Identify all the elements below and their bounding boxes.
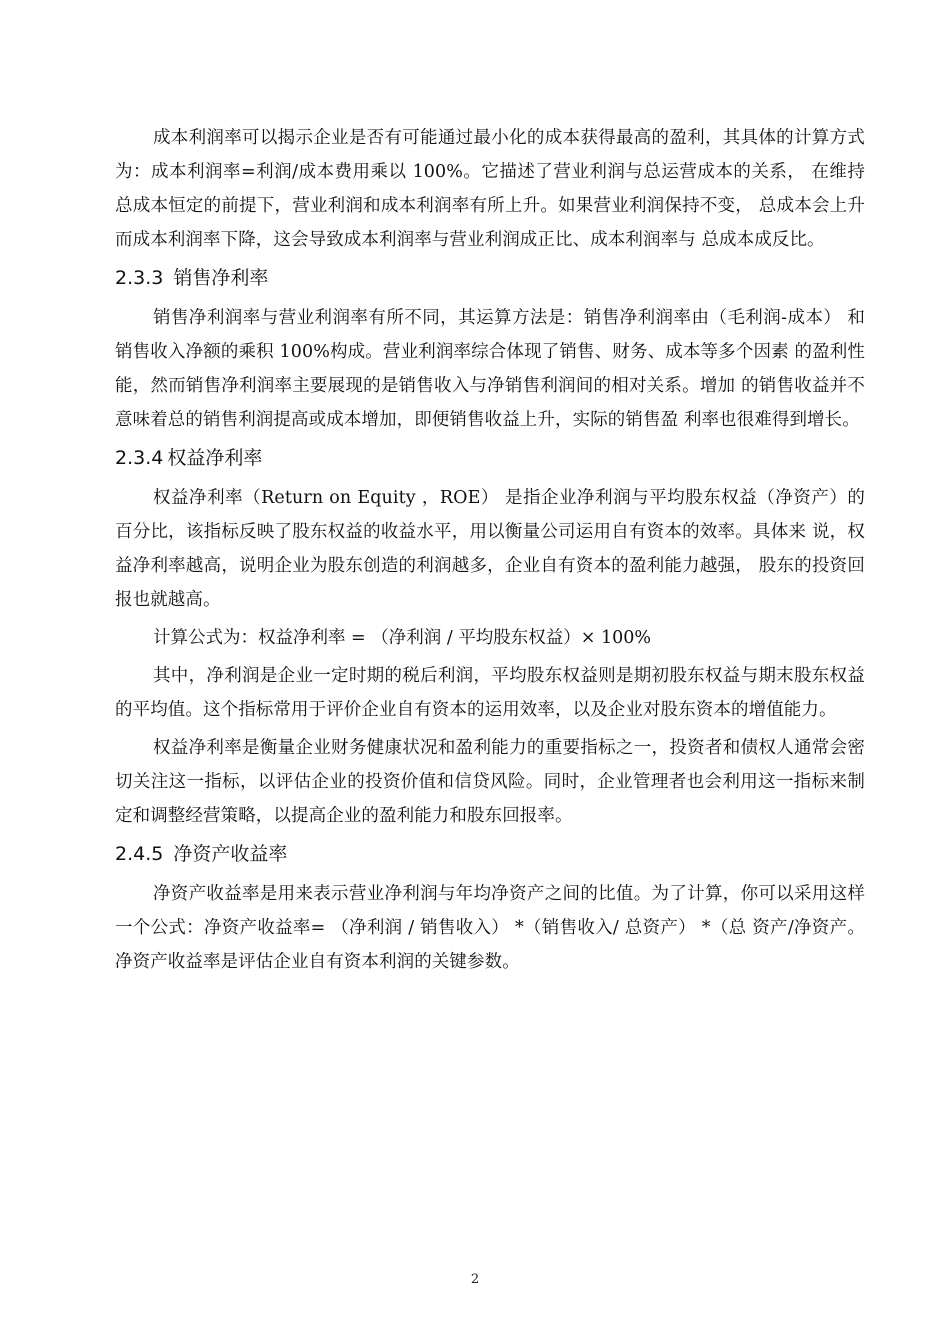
section-heading-2-4-5: [115, 839, 865, 869]
paragraph-return-on-net-assets: 净资产收益率是用来表示营业净利润与年均净资产之间的比值。为了计算，你可以采用这样一个公式：净资产收益率= （净利润 / 销售收入） *（销售收入/ 总资产） *（总 资产/净资产。净资产收益率是评估企业自有资本利润的关键参数。: [115, 884, 865, 972]
section-number: 2.3.4: [115, 447, 164, 469]
paragraph-roe-explanation: 其中，净利润是企业一定时期的税后利润，平均股东权益则是期初股东权益与期末股东权益的平均值。这个指标常用于评价企业自有资本的运用效率，以及企业对股东资本的增值能力。: [115, 666, 865, 720]
paragraph-net-sales-margin: 销售净利润率与营业利润率有所不同，其运算方法是：销售净利润率由（毛利润-成本） 和销售收入净额的乘积 100%构成。营业利润率综合体现了销售、财务、成本等多个因素 的盈利性能，然而销售净利润率主要展现的是销售收入与净销售利润间的相对关系。增加 的销售收益并不意味着总的销售利润提高或成本增加，即便销售收益上升，实际的销售盈 利率也很难得到增长。: [115, 308, 865, 430]
section-title: 净资产收益率: [173, 843, 288, 865]
section-number: 2.4.5: [115, 843, 164, 865]
paragraph-roe-definition: 权益净利率（Return on Equity ，ROE） 是指企业净利润与平均股东权益（净资产）的 百分比，该指标反映了股东权益的收益水平，用以衡量公司运用自有资本的效率。具体来 说，权益净利率越高，说明企业为股东创造的利润越多，企业自有资本的盈利能力越强， 股东的投资回报也就越高。: [115, 488, 865, 610]
page-content: [115, 121, 865, 983]
paragraph-cost-profit-rate: 成本利润率可以揭示企业是否有可能通过最小化的成本获得最高的盈利，其具体的计算方式为：成本利润率=利润/成本费用乘以 100%。它描述了营业利润与总运营成本的关系， 在维持总成本恒定的前提下，营业利润和成本利润率有所上升。如果营业利润保持不变， 总成本会上升而成本利润率下降，这会导致成本利润率与营业利润成正比、成本利润率与 总成本成反比。: [115, 128, 865, 250]
paragraph-roe-importance: 权益净利率是衡量企业财务健康状况和盈利能力的重要指标之一，投资者和债权人通常会密切关注这一指标，以评估企业的投资价值和信贷风险。同时，企业管理者也会利用这一指标来制定和调整经营策略，以提高企业的盈利能力和股东回报率。: [115, 738, 865, 826]
roe-formula: 计算公式为：权益净利率 = （净利润 / 平均股东权益）× 100%: [153, 628, 652, 648]
page-number: 2: [470, 1272, 480, 1287]
section-title: 权益净利率: [167, 447, 263, 469]
section-title: 销售净利率: [173, 267, 269, 289]
section-heading-2-3-4: [115, 443, 865, 473]
section-heading-2-3-3: [115, 263, 865, 293]
section-number: 2.3.3: [115, 267, 164, 289]
